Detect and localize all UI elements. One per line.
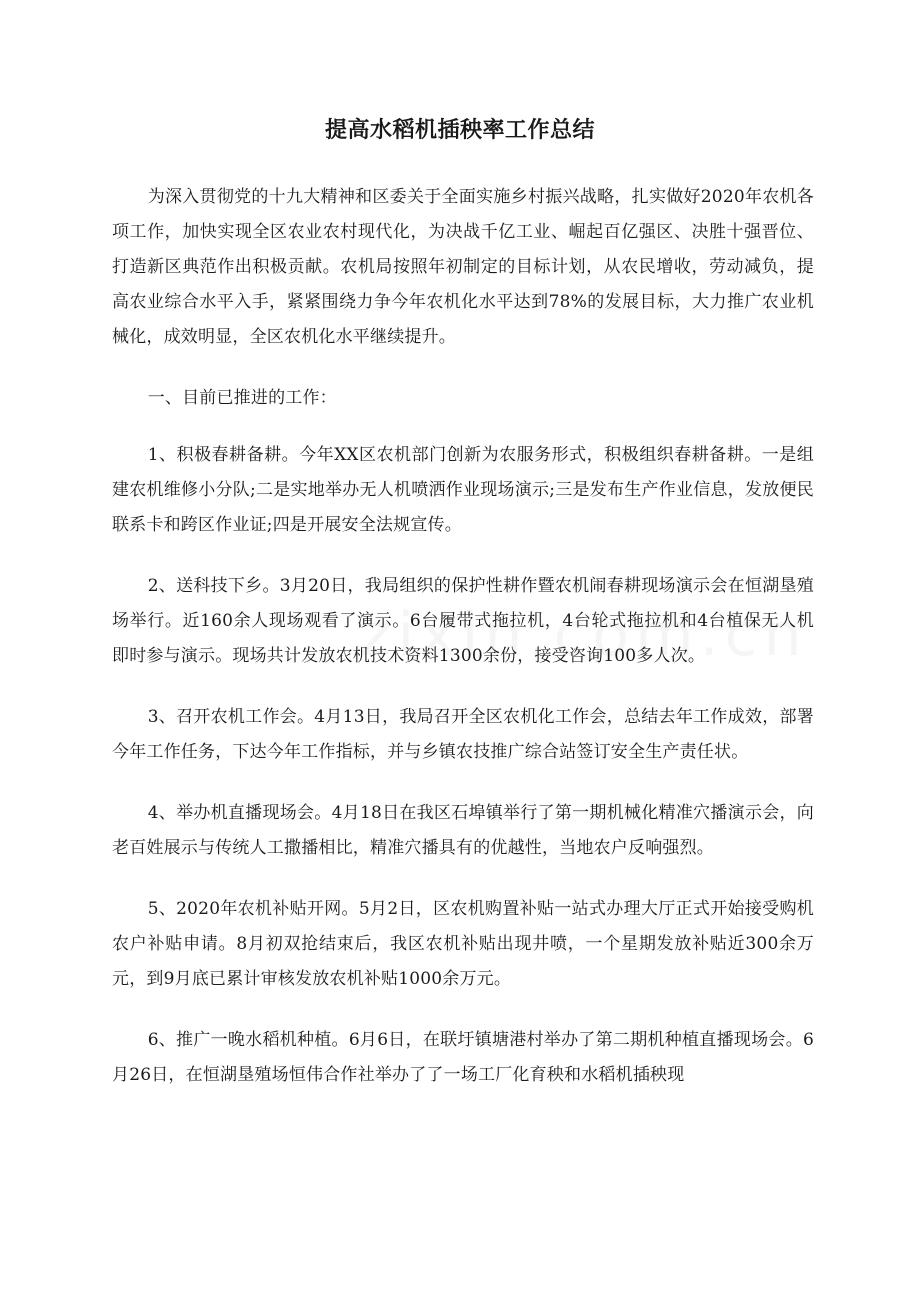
paragraph-item-4: 4、举办机直播现场会。4月18日在我区石埠镇举行了第一期机械化精准穴播演示会，向老百姓展示与传统人工撒播相比，精准穴播具有的优越性，当地农户反响强烈。 (112, 803, 814, 858)
paragraph-item-1: 1、积极春耕备耕。今年XX区农机部门创新为农服务形式，积极组织春耕备耕。一是组建农机维修小分队;二是实地举办无人机喷洒作业现场演示;三是发布生产作业信息，发放便民联系卡和跨区作业证;四是开展安全法规宣传。 (112, 445, 814, 535)
document-body (112, 180, 814, 1119)
paragraph-item-2: 2、送科技下乡。3月20日，我局组织的保护性耕作暨农机闹春耕现场演示会在恒湖垦殖场举行。近160余人现场观看了演示。6台履带式拖拉机，4台轮式拖拉机和4台植保无人机即时参与演示。现场共计发放农机技术资料1300余份，接受咨询100多人次。 (112, 576, 814, 666)
paragraph-item-5: 5、2020年农机补贴开网。5月2日，区农机购置补贴一站式办理大厅正式开始接受购机农户补贴申请。8月初双抢结束后，我区农机补贴出现井喷，一个星期发放补贴近300余万元，到9月底已累计审核发放农机补贴1000余万元。 (112, 899, 814, 989)
paragraph-item-3: 3、召开农机工作会。4月13日，我局召开全区农机化工作会，总结去年工作成效，部署今年工作任务，下达今年工作指标，并与乡镇农技推广综合站签订安全生产责任状。 (112, 707, 814, 762)
document-title: 提高水稻机插秧率工作总结 (324, 117, 595, 143)
paragraph-intro: 为深入贯彻党的十九大精神和区委关于全面实施乡村振兴战略，扎实做好2020年农机各项工作，加快实现全区农业农村现代化，为决战千亿工业、崛起百亿强区、决胜十强晋位、打造新区典范作出积极贡献。农机局按照年初制定的目标计划，从农民增收，劳动减负，提高农业综合水平入手，紧紧围绕力争今年农机化水平达到78%的发展目标，大力推广农业机械化，成效明显，全区农机化水平继续提升。 (112, 187, 814, 347)
section-heading: 一、目前已推进的工作： (147, 388, 337, 408)
paragraph-item-6: 6、推广一晚水稻机种植。6月6日，在联圩镇塘港村举办了第二期机种植直播现场会。6月26日，在恒湖垦殖场恒伟合作社举办了了一场工厂化育秧和水稻机插秧现 (112, 1030, 814, 1085)
